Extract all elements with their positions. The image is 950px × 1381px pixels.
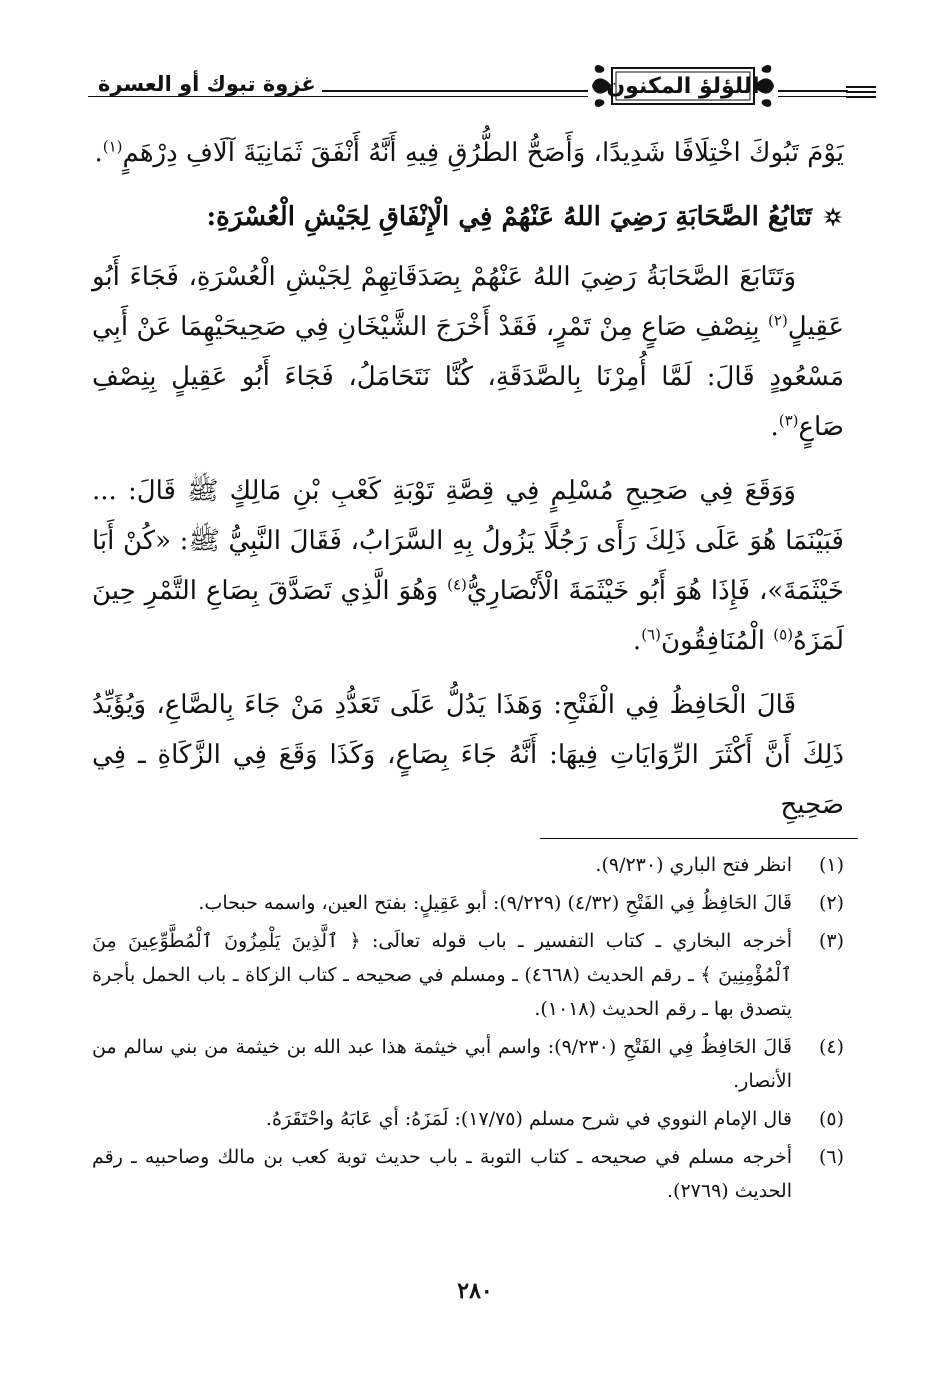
- footnote-ref-5[interactable]: (٥): [773, 625, 794, 644]
- paragraph-4: قَالَ الْحَافِظُ فِي الْفَتْحِ: وَهَذَا يَدُلُّ عَلَى تَعَدُّدِ مَنْ جَاءَ بِالصَّاعِ، وَيُؤَيِّدُ ذَلِكَ أَنَّ أَكْثَرَ الرِّوَايَاتِ فِيهَا: أَنَّهُ جَاءَ بِصَاعٍ، وَكَذَا وَقَعَ فِي الزَّكَاةِ ـ فِي صَحِيحِ: [92, 690, 844, 820]
- footnote-text: قال الإمام النووي في شرح مسلم (١٧/٧٥): لَمَزَهُ: أي عَابَهُ واحْتَقَرَهُ.: [265, 1108, 792, 1130]
- footnotes: [92, 848, 844, 1212]
- footnote-4: [92, 1030, 844, 1098]
- page-number: ٢٨٠: [457, 1278, 493, 1304]
- footnote-number: (٣): [818, 930, 844, 952]
- footnote-ref-4[interactable]: (٤): [447, 575, 467, 594]
- header-end-ornament-icon: [846, 82, 878, 100]
- footnote-1: [92, 848, 844, 882]
- paragraph-2-part-b: بِنِصْفِ صَاعٍ مِنْ تَمْرٍ، فَقَدْ أَخْرَجَ الشَّيْخَانِ فِي صَحِيحَيْهِمَا عَنْ أَبِي مَسْعُودٍ قَالَ: لَمَّا أُمِرْنَا بِالصَّدَقَةِ، كُنَّا نَتَحَامَلُ، فَجَاءَ أَبُو عَقِيلٍ بِنِصْفِ صَاعٍ: [92, 312, 844, 442]
- footnote-number: (١): [818, 854, 844, 876]
- footnote-number: (٦): [818, 1146, 844, 1168]
- paragraph-2-end: .: [770, 412, 779, 442]
- footnote-ref-1[interactable]: (١): [102, 137, 123, 156]
- paragraph-3-part-b: وَهُوَ الَّذِي تَصَدَّقَ بِصَاعِ التَّمْرِ حِينَ لَمَزَهُ: [92, 576, 844, 656]
- footnote-ref-6[interactable]: (٦): [641, 625, 661, 644]
- page-header: [88, 52, 848, 122]
- paragraph-3-end: .: [632, 626, 642, 656]
- paragraph-1-text: يَوْمَ تَبُوكَ اخْتِلَافًا شَدِيدًا، وَأَصَحُّ الطُّرُقِ فِيهِ أَنَّهُ أَنْفَقَ ثَمَانِيَةَ آلَافِ دِرْهَمٍ: [122, 138, 844, 168]
- footnote-ref-2[interactable]: (٢): [768, 311, 788, 330]
- footnote-text: قَالَ الحَافِظُ فِي الفَتْحِ (٤/٣٢) (٩/٢٢٩): أبو عَقِيلٍ: بفتح العين، واسمه حبحاب.: [198, 892, 792, 914]
- footnote-text: انظر فتح الباري (٩/٢٣٠).: [595, 854, 792, 876]
- paragraph-3-part-c: الْمُنَافِقُونَ: [660, 626, 774, 656]
- main-text: [92, 128, 844, 830]
- paragraph-1: [92, 128, 844, 178]
- footnote-number: (٤): [818, 1036, 844, 1058]
- footnote-ref-3[interactable]: (٣): [778, 411, 799, 430]
- paragraph-2: [92, 252, 844, 452]
- footnote-text: قَالَ الحَافِظُ فِي الفَتْحِ (٩/٢٣٠): واسم أبي خيثمة هذا عبد الله بن خيثمة من بني سالم من الأنصار.: [92, 1036, 792, 1092]
- footnote-6: [92, 1140, 844, 1208]
- chapter-title: غزوة تبوك أو العسرة: [88, 72, 322, 96]
- section-heading: [92, 192, 844, 242]
- footnote-3: [92, 924, 844, 1026]
- paragraph-3-part-a: وَوَقَعَ فِي صَحِيحِ مُسْلِمٍ فِي قِصَّةِ تَوْبَةِ كَعْبِ بْنِ مَالِكٍ ﷺ قَالَ: ... فَبَيْنَمَا هُوَ عَلَى ذَلِكَ رَأَى رَجُلًا يَزُولُ بِهِ السَّرَابُ، فَقَالَ النَّبِيُّ ﷺ: «كُنْ أَبَا خَيْثَمَةَ»، فَإِذَا هُوَ أَبُو خَيْثَمَةَ الْأَنْصَارِيُّ: [92, 476, 844, 606]
- footnote-number: (٥): [818, 1108, 844, 1130]
- footnote-text: أخرجه مسلم في صحيحه ـ كتاب التوبة ـ باب حديث توبة كعب بن مالك وصاحبيه ـ رقم الحديث (٢٧٦٩).: [92, 1146, 792, 1202]
- book-title: اللؤلؤ المكنون: [606, 73, 760, 99]
- paragraph-3: [92, 466, 844, 666]
- book-title-ornament: [588, 60, 778, 112]
- footnote-number: (٢): [818, 892, 844, 914]
- footnote-separator: [540, 838, 858, 839]
- footnote-2: [92, 886, 844, 920]
- paragraph-1-end: .: [94, 138, 103, 168]
- footnote-text: أخرجه البخاري ـ كتاب التفسير ـ باب قوله تعالَى: ﴿ ٱلَّذِينَ يَلْمِزُونَ ٱلْمُطَّوِّعِينَ مِنَ ٱلْمُؤْمِنِينَ ﴾ ـ رقم الحديث (٤٦٦٨) ـ ومسلم في صحيحه ـ كتاب الزكاة ـ باب الحمل بأجرة يتصدق بها ـ رقم الحديث (١٠١٨).: [92, 930, 792, 1020]
- paragraph-2-part-a: وَتَتَابَعَ الصَّحَابَةُ رَضِيَ اللهُ عَنْهُمْ بِصَدَقَاتِهِمْ لِجَيْشِ الْعُسْرَةِ، فَجَاءَ أَبُو عَقِيلٍ: [92, 262, 844, 342]
- footnote-5: [92, 1102, 844, 1136]
- section-heading-text: تَتَابُعُ الصَّحَابَةِ رَضِيَ اللهُ عَنْهُمْ فِي الْإِنْفَاقِ لِجَيْشِ الْعُسْرَةِ:: [206, 202, 812, 232]
- flower-bullet-icon: [822, 206, 844, 228]
